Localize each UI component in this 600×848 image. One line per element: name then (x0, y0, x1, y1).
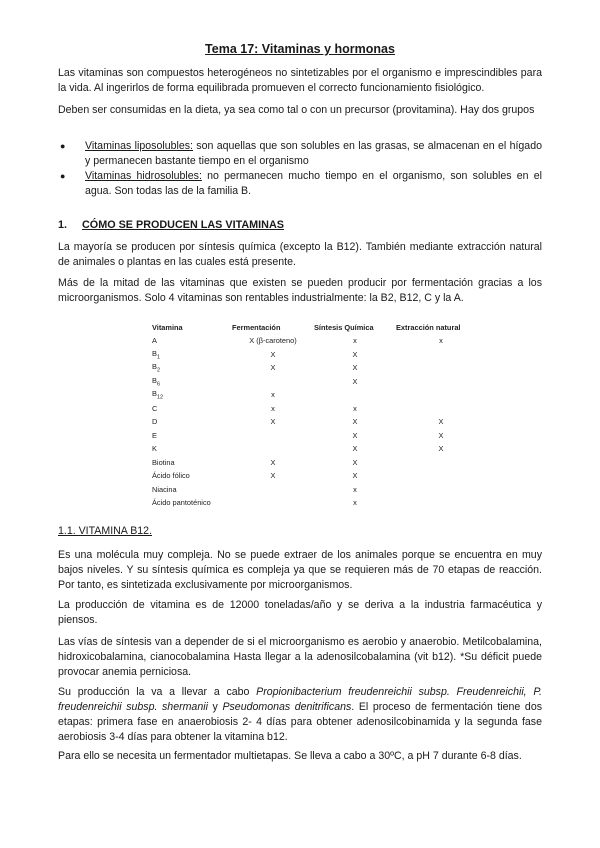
organism-name: Pseudomonas denitrificans (222, 701, 352, 713)
ferm-cell: X (270, 471, 276, 481)
table-row (152, 334, 486, 348)
vitamin-subscript: 1 (156, 353, 160, 360)
sint-cell: X (352, 430, 358, 440)
table-header-row (152, 320, 486, 334)
table-row (152, 469, 486, 483)
vitamin-name: Niacina (152, 484, 177, 494)
table-row (152, 348, 486, 362)
section-1-heading (58, 219, 284, 231)
ferm-cell: X (270, 417, 276, 427)
ext-cell (396, 375, 486, 389)
sint-cell: X (352, 376, 358, 386)
vitamin-name: E (152, 430, 157, 440)
section-1-paragraph-2: Más de la mitad de las vitaminas que existen se pueden producir por fermentación gracias a los microorganismos. Solo 4 vitaminas son rentables industrialmente: la B2, B12, C y la A. (58, 277, 542, 304)
ext-cell (396, 348, 486, 362)
page-title: Tema 17: Vitaminas y hormonas (205, 42, 395, 56)
table-row (152, 442, 486, 456)
table-header-cell: Vitamina (152, 322, 183, 332)
ferm-cell (232, 483, 314, 497)
vitamin-name: B (152, 362, 157, 372)
vitamin-name-cell (152, 415, 232, 429)
vitamin-name: C (152, 403, 158, 413)
table-row (152, 402, 486, 416)
ferm-cell (232, 429, 314, 443)
ext-cell (396, 483, 486, 497)
vitamin-name-cell (152, 429, 232, 443)
section-title: CÓMO SE PRODUCEN LAS VITAMINAS (82, 219, 284, 231)
ext-cell: x (439, 336, 443, 346)
ext-cell (396, 388, 486, 402)
b12-p4-conjunction: y (207, 701, 223, 713)
vitamin-name-cell (152, 469, 232, 483)
vitamin-subscript: 12 (156, 394, 164, 401)
sint-cell: x (353, 498, 357, 508)
b12-paragraph-5: Para ello se necesita un fermentador multietapas. Se lleva a cabo a 30ºC, a pH 7 durante 6-8 días. (58, 750, 522, 762)
vitamin-name-cell (152, 496, 232, 510)
sint-cell: X (352, 363, 358, 373)
sint-cell: x (353, 484, 357, 494)
ferm-cell: X (β-caroteno) (249, 336, 297, 346)
vitamin-name: D (152, 417, 158, 427)
table-header-cell: Síntesis Química (314, 322, 374, 332)
organism-names: Propionibacterium freudenreichii subsp. Freudenreichii, P. freudenreichii subsp. shermanii (58, 686, 542, 713)
ext-cell (396, 469, 486, 483)
vitamin-subscript: 6 (156, 380, 160, 387)
vitamin-name: B (152, 348, 157, 358)
vitamin-name: K (152, 444, 157, 454)
ext-cell (396, 456, 486, 470)
vitamin-name-cell (152, 456, 232, 470)
table-row (152, 361, 486, 375)
ext-cell (396, 496, 486, 510)
ext-cell (396, 402, 486, 416)
ferm-cell (232, 375, 314, 389)
intro-paragraph-1: Las vitaminas son compuestos heterogéneos no sintetizables por el organismo e imprescindibles para la vida. Al ingerirlos de forma equilibrada promueven el correcto funcionamiento fisiológico. (58, 67, 542, 94)
ferm-cell: X (270, 457, 276, 467)
sint-cell: X (352, 349, 358, 359)
vitamin-subscript: 2 (156, 367, 160, 374)
group-description: son aquellas que son solubles en las grasas, se almacenan en el hígado y permanecen bastante tiempo en el organismo (85, 140, 542, 167)
intro-paragraph-2: Deben ser consumidas en la dieta, ya sea como tal o con un precursor (provitamina). Hay dos grupos (58, 104, 535, 116)
vitamin-name-cell (152, 388, 232, 402)
table-body (152, 334, 486, 510)
bullet-icon: ● (60, 171, 66, 181)
vitamin-name-cell (152, 361, 232, 375)
group-term: Vitaminas hidrosolubles: (85, 170, 202, 182)
ext-cell: X (438, 417, 444, 427)
table-row (152, 375, 486, 389)
vitamin-production-table (152, 320, 486, 510)
vitamin-name: Ácido pantoténico (152, 498, 211, 508)
table-row (152, 483, 486, 497)
vitamin-name-cell (152, 442, 232, 456)
group-term: Vitaminas liposolubles: (85, 140, 193, 152)
sint-cell: X (352, 417, 358, 427)
section-1-paragraph-1: La mayoría se producen por síntesis química (excepto la B12). También mediante extracción natural de animales o plantas en las cuales está presente. (58, 241, 542, 268)
list-item (58, 169, 542, 199)
vitamin-name: Biotina (152, 457, 175, 467)
ferm-cell (232, 442, 314, 456)
bullet-icon: ● (60, 141, 66, 151)
table-row (152, 429, 486, 443)
ferm-cell (232, 496, 314, 510)
vitamin-name-cell (152, 402, 232, 416)
vitamin-name: B (152, 389, 157, 399)
section-number: 1. (58, 219, 68, 231)
sint-cell: x (353, 336, 357, 346)
ext-cell: X (438, 444, 444, 454)
ferm-cell: X (270, 363, 276, 373)
b12-paragraph-1: Es una molécula muy compleja. No se puede extraer de los animales porque se encuentra en muy bajos niveles. Y su síntesis química es compleja ya que se requieren más de 70 etapas de reacción. Por tanto, es sintetizada exclusivamente por microorganismos. (58, 549, 542, 591)
vitamin-name: A (152, 336, 157, 346)
table-row (152, 415, 486, 429)
vitamin-name-cell (152, 348, 232, 362)
sint-cell: X (352, 444, 358, 454)
vitamin-name-cell (152, 483, 232, 497)
table-row (152, 456, 486, 470)
vitamin-name-cell (152, 375, 232, 389)
ferm-cell: x (271, 390, 275, 400)
b12-paragraph-4 (58, 685, 542, 745)
vitamin-name: Ácido fólico (152, 471, 190, 481)
b12-p4-text: Su producción la va a llevar a cabo (58, 686, 257, 698)
sint-cell: X (352, 471, 358, 481)
sint-cell (314, 388, 396, 402)
ext-cell: X (438, 430, 444, 440)
table-row (152, 496, 486, 510)
ferm-cell: X (270, 349, 276, 359)
section-1-1-heading: 1.1. VITAMINA B12. (58, 525, 153, 537)
group-description: no permanecen mucho tiempo en el organismo, son solubles en el agua. Son todas las de la familia B. (85, 170, 542, 197)
b12-paragraph-3: Las vías de síntesis van a depender de si el microorganismo es aerobio y anaerobio. Metilcobalamina, hidroxicobalamina, cianocobalamina Hasta llegar a la adenosilcobalamina (vit b12). *Su déficit puede provocar anemia perniciosa. (58, 636, 542, 678)
vitamin-groups-list (58, 139, 542, 199)
table-header-cell: Fermentación (232, 322, 281, 332)
list-item (58, 139, 542, 169)
table-row (152, 388, 486, 402)
vitamin-name-cell (152, 334, 232, 348)
vitamin-name: B (152, 375, 157, 385)
sint-cell: x (353, 403, 357, 413)
b12-paragraph-2: La producción de vitamina es de 12000 toneladas/año y se deriva a la industria farmacéutica y piensos. (58, 599, 542, 626)
b12-p4-text: . El proceso de fermentación tiene dos etapas: primera fase en anaerobiosis 2- 4 días para obtener adenosilcobinamida y la segunda fase aerobiosis 3-4 días para obtener la vitamina b12. (58, 701, 543, 743)
table-header-cell: Extracción natural (396, 322, 461, 332)
ferm-cell: x (271, 403, 275, 413)
ext-cell (396, 361, 486, 375)
sint-cell: X (352, 457, 358, 467)
